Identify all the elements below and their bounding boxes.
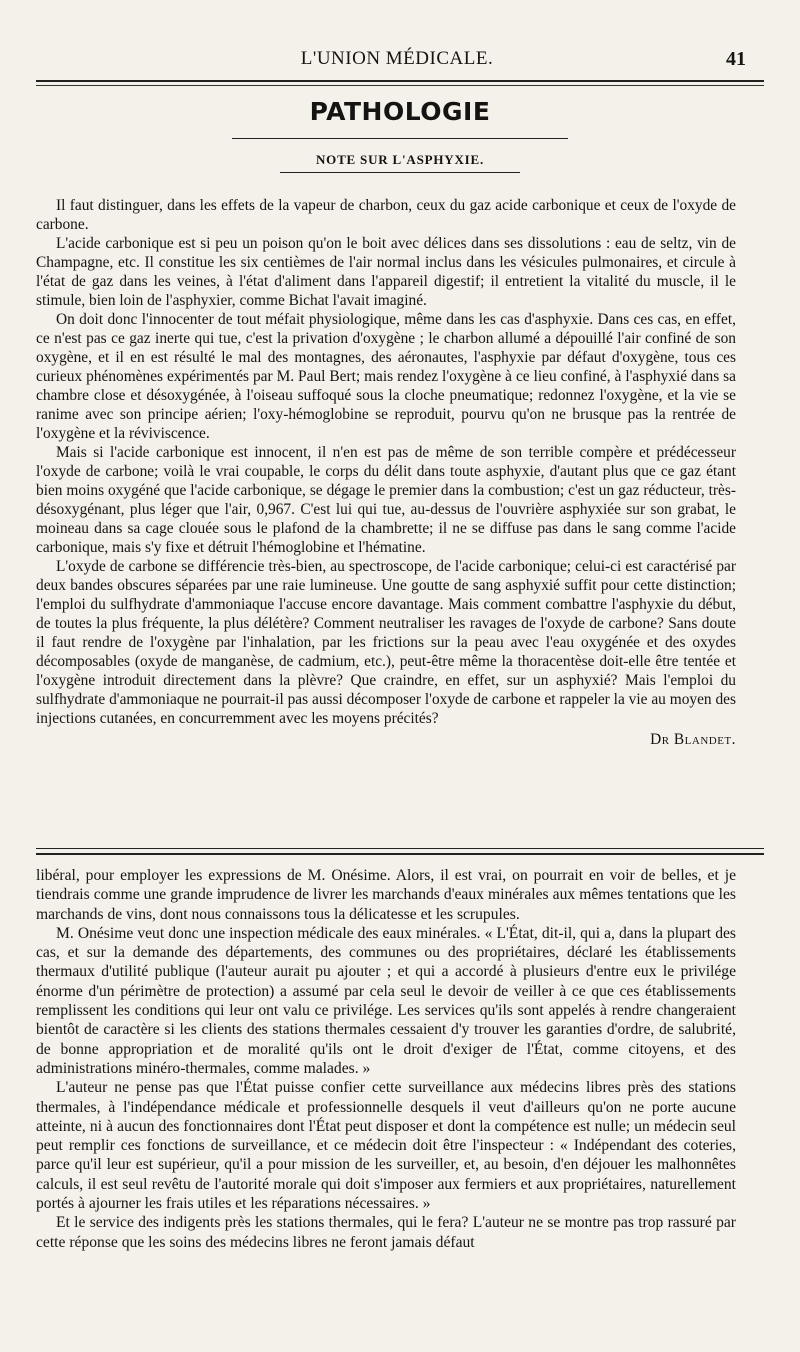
article-paragraph: Mais si l'acide carbonique est innocent, il n'en est pas de même de son terrible compère et prédécesseur l'oxyde de carbone; voilà le vrai coupable, le corps du délit dans toute asphyxie, d'autant plus que ce gaz étant bien moins oxygéné que l'acide carbonique, se dégage le premier dans la combustion; c'est un gaz réducteur, très-désoxygénant, plus léger que l'air, 0,967. C'est lui qui tue, au-dessus de l'ouvrière asphyxiée sur son grabat, le moineau dans sa cage clouée sous le plafond de la chambrette; il ne se diffuse pas dans le sang comme l'acide carbonique, mais s'y fixe et détruit l'hémoglobine et l'hématine.: [36, 444, 736, 556]
article-paragraph: Il faut distinguer, dans les effets de la vapeur de charbon, ceux du gaz acide carbonique et ceux de l'oxyde de carbone.: [36, 197, 736, 233]
running-head: [36, 48, 758, 78]
header-rule-thin: [36, 85, 764, 86]
article-paragraph: L'acide carbonique est si peu un poison qu'on le boit avec délices dans ses dissolutions : eau de seltz, vin de Champagne, etc. Il constitue les six centièmes de l'air normal inclus dans les vésicules pulmonaires, et circule à l'état de gaz dans les veines, à l'état d'aliment dans l'appareil digestif; il entretient la vitalité du muscle, il le stimule, bien loin de l'asphyxier, comme Bichat l'avait imaginé.: [36, 235, 736, 309]
running-title: L'UNION MÉDICALE.: [300, 48, 494, 69]
separator-rule-thin: [36, 848, 764, 849]
article-paragraph: On doit donc l'innocenter de tout méfait physiologique, même dans les cas d'asphyxie. Dans ces cas, en effet, ce n'est pas ce gaz inerte qui tue, c'est la privation d'oxygène ; le charbon allumé a dépouillé l'air confiné de son oxygène, et il en est résulté le mal des montagnes, des aéronautes, l'asphyxie par défaut d'oxygène, tous ces curieux phénomènes expérimentés par M. Paul Bert; mais rendez l'oxygène à ce lieu confiné, à l'asphyxié dans sa chambre close et désoxygénée, à l'oiseau suffoqué sous la cloche pneumatique; redonnez l'oxygène, et la vie se ranime avec son principe aérien; l'oxy-hémoglobine se reproduit, pourvu qu'on ne brusque pas la rentrée de l'oxygène et la réviviscence.: [36, 311, 736, 442]
continuation-paragraph: Et le service des indigents près les stations thermales, qui le fera? L'auteur ne se montre pas trop rassuré par cette réponse que les soins des médecins libres ne feront jamais défaut: [36, 1214, 736, 1251]
section-heading: PATHOLOGIE: [309, 97, 491, 126]
header-rule: [36, 80, 764, 82]
continuation-body: [36, 866, 736, 1252]
article-body: [36, 196, 736, 749]
article-paragraph: L'oxyde de carbone se différencie très-bien, au spectroscope, de l'acide carbonique; celui-ci est caractérisé par deux bandes obscures séparées par une raie lumineuse. Une goutte de sang asphyxié suffit pour cette distinction; l'emploi du sulfhydrate d'ammoniaque l'accuse encore davantage. Mais comment combattre l'asphyxie du début, de toutes la plus fréquente, la plus délétère? Comment neutraliser les ravages de l'oxyde de carbone? Sans doute il faut rendre de l'oxygène par l'inhalation, par les frictions sur la peau avec l'eau oxygénée et des oxydes décomposables (oxyde de manganèse, de cadmium, etc.), peut-être même la thoracentèse doit-elle être tentée et l'oxygène introduit directement dans la plèvre? Que craindre, en effet, sur un asphyxié? Mais l'emploi du sulfhydrate d'ammoniaque ne pourrait-il pas aussi décomposer l'oxyde de carbone et rappeler la vie au moyen des injections cutanées, en concurremment avec les moyens précités?: [36, 558, 736, 727]
section-rule: [232, 138, 568, 139]
continuation-paragraph: L'auteur ne pense pas que l'État puisse confier cette surveillance aux médecins libres près des stations thermales, à l'indépendance médicale et professionnelle desquels il veut d'ailleurs qu'on ne porte aucune atteinte, ni à aucun des fonctionnaires dont l'État peut disposer et dont la compétence est nulle; un médecin seul peut remplir ces fonctions de surveillance, et ce médecin doit être l'inspecteur : « Indépendant des coteries, parce qu'il leur est supérieur, qu'il a pour mission de les surveiller, et, au besoin, d'en déjouer les malhonnêtes calculs, il est seul revêtu de l'autorité morale qui doit s'imposer aux fermiers et aux propriétaires, naturellement portés à ajourner les frais utiles et les réparations nécessaires. »: [36, 1079, 736, 1213]
page-number: 41: [726, 48, 746, 70]
continuation-paragraph: M. Onésime veut donc une inspection médicale des eaux minérales. « L'État, dit-il, qui a, dans la plupart des cas, et sur la demande des départements, des communes ou des propriétaires, déclaré les établissements thermaux d'utilité publique (l'auteur aurait pu ajouter ; et qui a accordé à plusieurs d'entre eux le privilége énorme d'un périmètre de protection) a assumé par cela seul le devoir de veiller à ce que ces établissements remplissent les conditions qui leur ont valu ce privilége. Les services qu'ils sont appelés à rendre changeraient bientôt de caractère si les clients des stations thermales cessaient d'y trouver les garanties d'ordre, de salubrité, de bonne appropriation et de moralité qu'ils ont le droit d'exiger de l'État, comme citoyens, et des administrations minéro-thermales, comme malades. »: [36, 924, 736, 1077]
article-title-rule: [280, 172, 520, 173]
author-signature: Dr Blandet.: [650, 731, 736, 748]
article-title: NOTE SUR L'ASPHYXIE.: [315, 152, 485, 167]
separator-rule-thick: [36, 853, 764, 855]
continuation-paragraph: libéral, pour employer les expressions de M. Onésime. Alors, il est vrai, on pourrait en voir de belles, et je tiendrais comme une grande imprudence de livrer les marchands d'eaux minérales aux mêmes tentations que les marchands de vins, dont nous connaissons tous la délicatesse et les scrupules.: [36, 867, 736, 923]
